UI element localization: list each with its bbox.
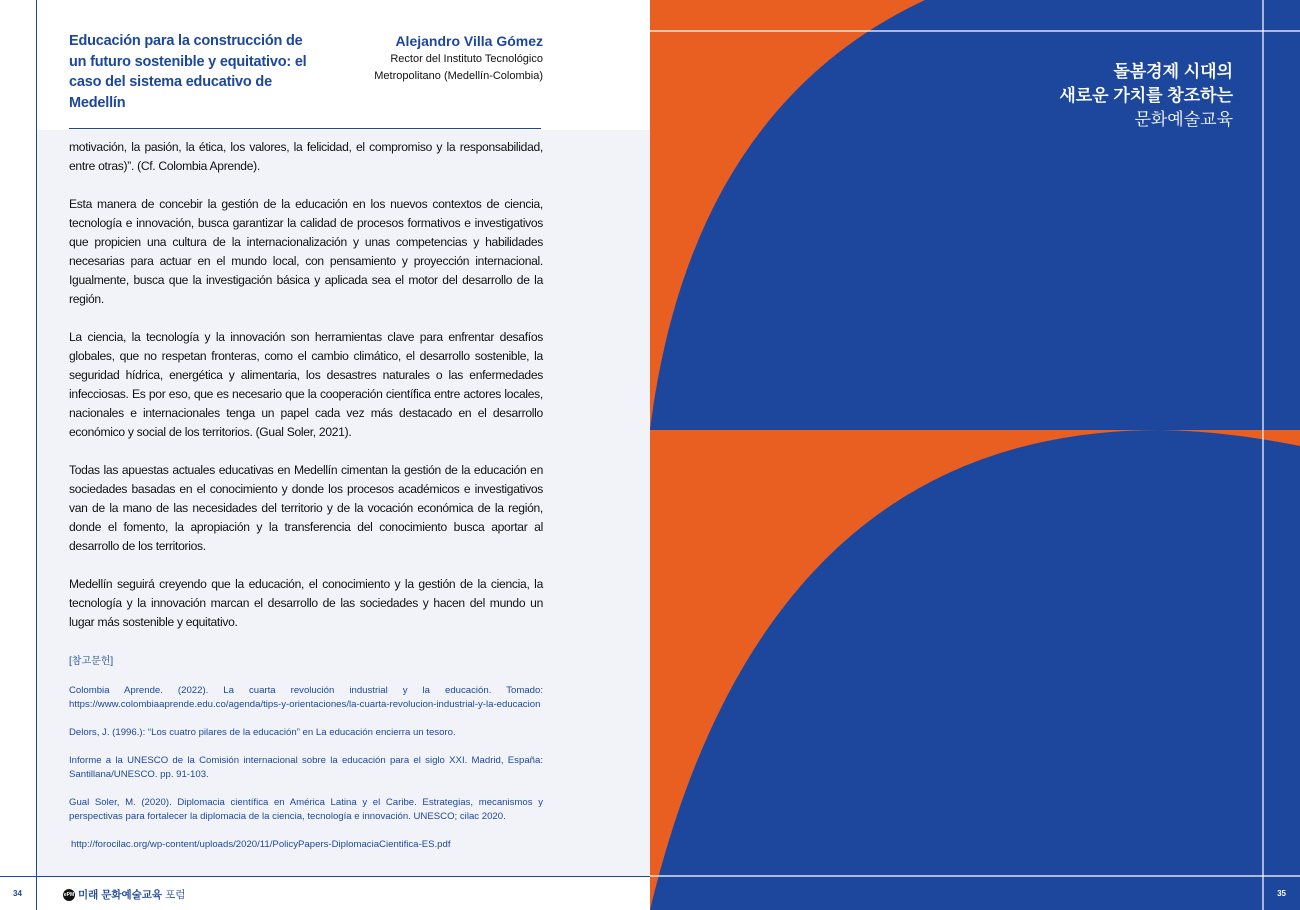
page-number-left: 34 <box>13 889 22 898</box>
article-title: Educación para la construcción de un futuro sostenible y equitativo: el caso del sistema educativo de Medellín <box>69 33 307 111</box>
left-margin-rule <box>36 0 37 910</box>
reference-2: Delors, J. (1996.): “Los cuatro pilares de la educación” en La educación encierra un tesoro. <box>69 727 456 738</box>
article-body <box>69 138 543 651</box>
footer-rule <box>0 876 650 877</box>
paragraph-3: La ciencia, la tecnología y la innovación son herramientas clave para enfrentar desafíos globales, que no respetan fronteras, como el cambio climático, el desarrollo sostenible, la seguridad hídrica, energética y alimentaria, los desastres naturales o las enfermedades infecciosas. Es por eso, que es necesario que la cooperación científica entre actores locales, nacionales e internacionales tenga un papel cada vez más destacado en el desarrollo económico y social de los territorios. (Gual Soler, 2021). <box>69 330 543 439</box>
forum-logo-icon: ePM <box>63 889 75 901</box>
section-title-line-1: 돌봄경제 시대의 <box>1113 62 1233 81</box>
author-block <box>330 31 543 85</box>
header-rule <box>69 128 541 129</box>
decorative-shapes <box>650 0 1300 910</box>
paragraph-5: Medellín seguirá creyendo que la educación, el conocimiento y la gestión de la ciencia, la tecnología y la innovación marcan el desarrollo de las sociedades y hacen del mundo un lugar más sostenible y equitativo. <box>69 577 543 629</box>
author-name: Alejandro Villa Gómez <box>395 33 543 49</box>
right-page <box>650 0 1300 910</box>
section-title-line-3: 문화예술교육 <box>1134 110 1233 129</box>
references-heading: [참고문헌] <box>69 656 114 667</box>
reference-3: Informe a la UNESCO de la Comisión internacional sobre la educación para el siglo XXI. Madrid, España: Santillana/UNESCO. pp. 91-103. <box>69 755 543 780</box>
section-title <box>1059 60 1233 132</box>
forum-logo-name: 미래 문화예술교육 <box>78 889 163 901</box>
reference-4: Gual Soler, M. (2020). Diplomacia científica en América Latina y el Caribe. Estrategias, mecanismos y perspectivas para fortalecer la diplomacia de la ciencia, tecnología e innovación. UNESCO; cilac 2020. <box>69 797 543 822</box>
author-role-line-1: Rector del Instituto Tecnológico <box>390 53 543 65</box>
references-section <box>69 654 543 866</box>
page-number-right: 35 <box>1277 889 1286 898</box>
paragraph-4: Todas las apuestas actuales educativas en Medellín cimentan la gestión de la educación en sociedades basadas en el conocimiento y donde los procesos académicos e investigativos van de la mano de las necesidades del territorio y de la vocación económica de la región, donde el fomento, la apropiación y la transferencia del conocimiento busca aportar al desarrollo de los territorios. <box>69 463 543 553</box>
forum-logo <box>63 887 185 902</box>
paragraph-2: Esta manera de concebir la gestión de la educación en los nuevos contextos de ciencia, tecnología e innovación, busca garantizar la calidad de procesos formativos e investigativos que propicien una cultura de la internacionalización y unas competencias y habilidades necesarias para actuar en el mundo local, con pensamiento y proyección internacional. Igualmente, busca que la investigación básica y aplicada sea el motor del desarrollo de la región. <box>69 197 543 306</box>
reference-url-link[interactable]: http://forocilac.org/wp-content/uploads/2020/11/PolicyPapers-DiplomaciaCientifica-ES.pdf <box>71 839 451 850</box>
section-title-line-2: 새로운 가치를 창조하는 <box>1059 86 1233 105</box>
forum-logo-suffix: 포럼 <box>165 889 186 901</box>
author-role-line-2: Metropolitano (Medellín-Colombia) <box>374 70 543 82</box>
paragraph-1: motivación, la pasión, la ética, los valores, la felicidad, el compromiso y la responsabilidad, entre otras)”. (Cf. Colombia Aprende). <box>69 140 543 173</box>
reference-1: Colombia Aprende. (2022). La cuarta revolución industrial y la educación. Tomado: https://www.colombiaaprende.edu.co/agenda/tips-y-orientaciones/la-cuarta-revolucion-industrial-y-la-educacion <box>69 685 543 710</box>
